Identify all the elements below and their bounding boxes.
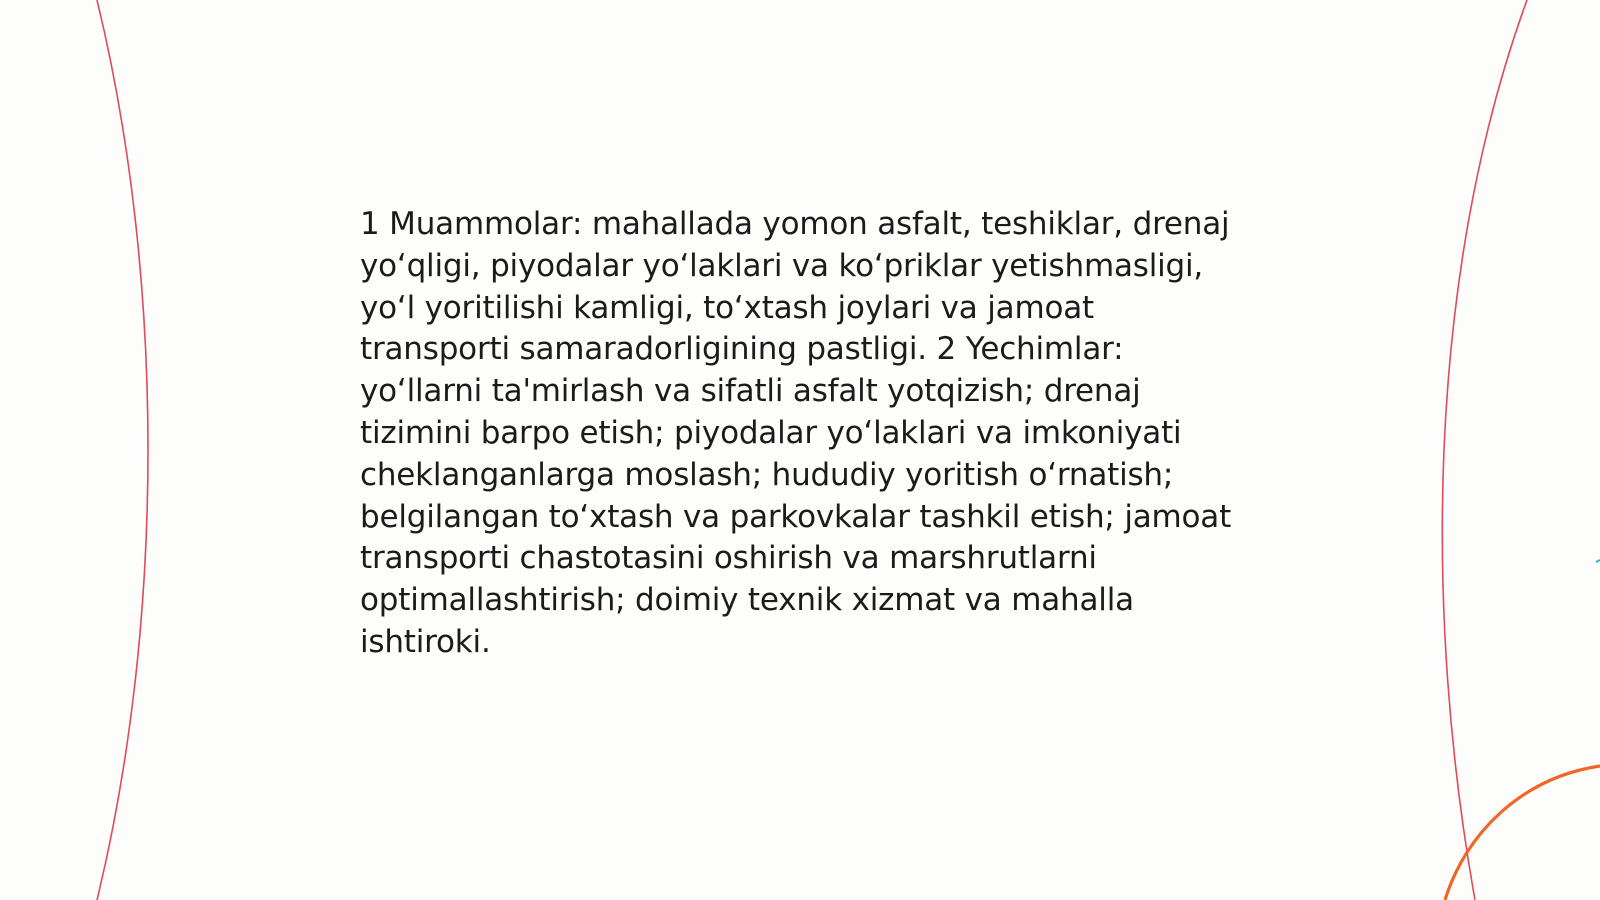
bottom-right-orange-arc (1445, 766, 1600, 900)
left-red-arc (97, 0, 148, 900)
slide-body-text: 1 Muammolar: mahallada yomon asfalt, teshiklar, drenaj yo‘qligi, piyodalar yo‘laklari va ko‘priklar yetishmasligi, yo‘l yoritilishi kamligi, to‘xtash joylari va jamoat transporti samaradorligining pastligi. 2 Yechimlar: yo‘llarni ta'mirlash va sifatli asfalt yotqizish; drenaj tizimini barpo etish; piyodalar yo‘laklari va imkoniyati cheklanganlarga moslash; hududiy yoritish o‘rnatish; belgilangan to‘xtash va parkovkalar tashkil etish; jamoat transporti chastotasini oshirish va marshrutlarni optimallashtirish; doimiy texnik xizmat va mahalla ishtiroki. (360, 206, 1232, 660)
right-red-arc (1442, 0, 1527, 900)
teal-accent-mark (1596, 560, 1600, 562)
